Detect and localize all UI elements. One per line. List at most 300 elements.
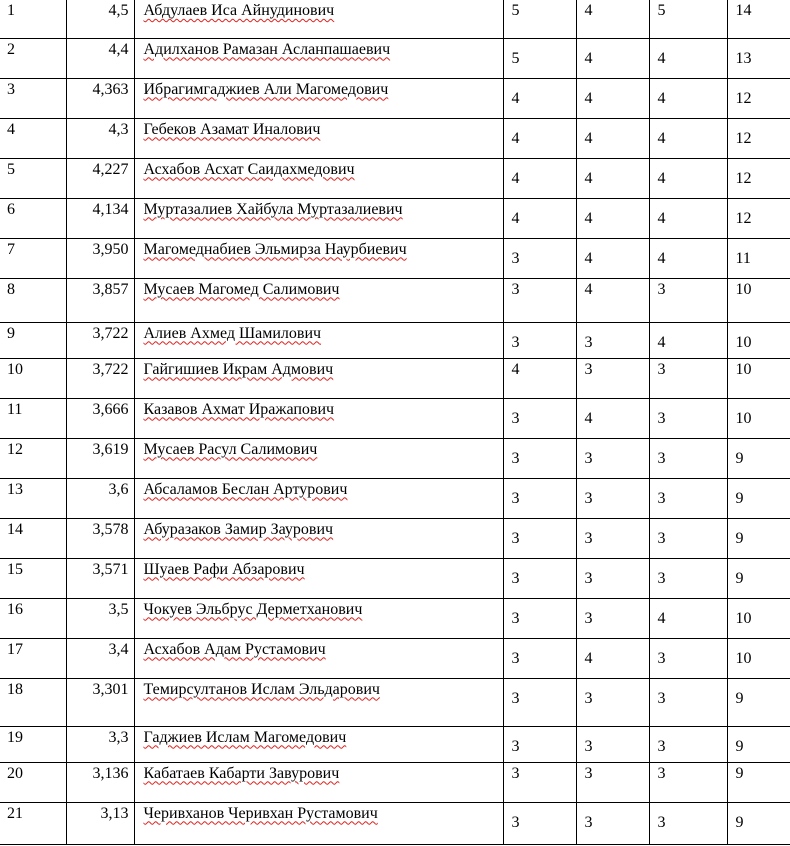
average-score	[66, 518, 134, 558]
student-name	[134, 802, 503, 844]
average-score	[66, 38, 134, 78]
student-name	[134, 38, 503, 78]
average-score	[66, 438, 134, 478]
student-name-text: Казавов Ахмат Иражапович	[143, 400, 335, 418]
grade-2	[576, 158, 649, 198]
total-points	[727, 238, 790, 278]
table-row	[0, 598, 790, 638]
grade-1-text: 3	[511, 737, 520, 755]
total-points-text: 11	[735, 249, 751, 267]
average-score-text: 3,571	[92, 560, 129, 578]
average-score	[66, 802, 134, 844]
total-points	[727, 198, 790, 238]
grade-3-text: 3	[657, 529, 666, 547]
student-name-text: Адилханов Рамазан Асланпашаевич	[143, 40, 391, 58]
total-points-text: 9	[735, 813, 744, 831]
student-name	[134, 358, 503, 398]
table-row	[0, 158, 790, 198]
grade-1-text: 3	[511, 813, 520, 831]
total-points-text: 9	[735, 764, 744, 782]
total-points-text: 10	[735, 409, 752, 427]
grade-1-text: 4	[511, 360, 520, 378]
grade-1	[503, 358, 576, 398]
average-score	[66, 158, 134, 198]
total-points-text: 9	[735, 529, 744, 547]
row-number-text: 13	[7, 480, 23, 498]
grade-1-text: 3	[511, 649, 520, 667]
row-number	[0, 278, 66, 322]
table-row	[0, 322, 790, 358]
grade-1-text: 4	[511, 129, 520, 147]
grade-2-text: 4	[584, 129, 593, 147]
total-points-text: 12	[735, 209, 752, 227]
student-name	[134, 438, 503, 478]
average-score	[66, 0, 134, 38]
average-score-text: 3,722	[92, 324, 129, 342]
grade-2-text: 4	[584, 249, 593, 267]
student-name-text: Мусаев Магомед Салимович	[143, 280, 340, 298]
grade-3	[649, 322, 727, 358]
grade-1	[503, 38, 576, 78]
row-number	[0, 38, 66, 78]
grade-1-text: 3	[511, 449, 520, 467]
grade-2	[576, 78, 649, 118]
table-row	[0, 438, 790, 478]
total-points	[727, 398, 790, 438]
grade-1	[503, 478, 576, 518]
average-score	[66, 478, 134, 518]
student-name-text: Черивханов Черивхан Рустамович	[143, 804, 378, 822]
grade-3-text: 3	[657, 360, 666, 378]
row-number-text: 1	[7, 2, 15, 19]
grade-2-text: 3	[584, 333, 593, 351]
grade-1-text: 4	[511, 209, 520, 227]
grade-3	[649, 438, 727, 478]
row-number	[0, 322, 66, 358]
average-score	[66, 278, 134, 322]
grade-1-text: 3	[511, 689, 520, 707]
row-number-text: 20	[7, 764, 23, 782]
grade-1	[503, 158, 576, 198]
average-score-text: 3,666	[92, 400, 129, 418]
row-number-text: 6	[7, 200, 15, 218]
grade-3-text: 3	[657, 449, 666, 467]
grade-2-text: 3	[584, 813, 593, 831]
row-number-text: 14	[7, 520, 23, 538]
grade-2	[576, 278, 649, 322]
row-number	[0, 358, 66, 398]
grade-3	[649, 478, 727, 518]
grade-1	[503, 278, 576, 322]
grade-3-text: 3	[657, 764, 666, 782]
average-score	[66, 678, 134, 726]
grade-2	[576, 518, 649, 558]
table-row	[0, 678, 790, 726]
average-score-text: 4,227	[92, 160, 129, 178]
average-score-text: 3,619	[92, 440, 129, 458]
average-score	[66, 598, 134, 638]
table-row	[0, 278, 790, 322]
grade-2-text: 4	[584, 169, 593, 187]
average-score-text: 4,4	[108, 40, 129, 58]
grade-1-text: 4	[511, 89, 520, 107]
total-points-text: 12	[735, 169, 752, 187]
total-points-text: 10	[735, 333, 752, 351]
grade-2	[576, 38, 649, 78]
average-score-text: 3,950	[92, 240, 129, 258]
grade-3	[649, 638, 727, 678]
grade-1	[503, 438, 576, 478]
total-points	[727, 118, 790, 158]
grade-1-text: 3	[511, 280, 520, 298]
grade-3	[649, 238, 727, 278]
student-name-text: Гаджиев Ислам Магомедович	[143, 728, 347, 746]
row-number-text: 19	[7, 728, 23, 746]
grade-2-text: 3	[584, 449, 593, 467]
average-score-text: 3,4	[108, 640, 129, 658]
row-number	[0, 558, 66, 598]
grade-1	[503, 398, 576, 438]
total-points-text: 10	[735, 649, 752, 667]
grade-1	[503, 78, 576, 118]
grade-2-text: 3	[584, 764, 593, 782]
total-points-text: 14	[735, 2, 752, 19]
row-number-text: 9	[7, 324, 15, 342]
total-points	[727, 358, 790, 398]
grade-2-text: 4	[584, 209, 593, 227]
grade-3-text: 4	[657, 89, 666, 107]
total-points-text: 12	[735, 129, 752, 147]
grade-1-text: 5	[511, 49, 520, 67]
grade-1-text: 3	[511, 333, 520, 351]
total-points-text: 9	[735, 689, 744, 707]
student-name-text: Асхабов Асхат Саидахмедович	[143, 160, 355, 178]
grade-2	[576, 726, 649, 762]
row-number	[0, 598, 66, 638]
student-name-text: Гайгишиев Икрам Адмович	[143, 360, 334, 378]
grade-1	[503, 678, 576, 726]
total-points	[727, 158, 790, 198]
grade-1-text: 3	[511, 529, 520, 547]
grade-2	[576, 678, 649, 726]
average-score-text: 3,136	[92, 764, 129, 782]
grade-3	[649, 558, 727, 598]
grade-3-text: 4	[657, 209, 666, 227]
grade-2	[576, 558, 649, 598]
student-name	[134, 78, 503, 118]
average-score	[66, 78, 134, 118]
grade-1	[503, 558, 576, 598]
row-number-text: 12	[7, 440, 23, 458]
grade-3-text: 4	[657, 333, 666, 351]
average-score	[66, 358, 134, 398]
grade-2-text: 3	[584, 609, 593, 627]
grade-2-text: 4	[584, 649, 593, 667]
table-row	[0, 638, 790, 678]
row-number	[0, 0, 66, 38]
grade-2	[576, 198, 649, 238]
total-points	[727, 322, 790, 358]
student-name	[134, 518, 503, 558]
grade-2-text: 3	[584, 529, 593, 547]
grade-1-text: 5	[511, 2, 520, 19]
total-points	[727, 518, 790, 558]
total-points-text: 10	[735, 280, 752, 298]
grade-3	[649, 762, 727, 802]
grade-3-text: 3	[657, 689, 666, 707]
student-name-text: Мусаев Расул Салимович	[143, 440, 318, 458]
grade-3-text: 3	[657, 813, 666, 831]
grade-3	[649, 802, 727, 844]
total-points	[727, 762, 790, 802]
grade-1	[503, 726, 576, 762]
average-score-text: 3,13	[100, 804, 129, 822]
row-number-text: 2	[7, 40, 15, 58]
row-number	[0, 802, 66, 844]
grade-1	[503, 518, 576, 558]
table-row	[0, 78, 790, 118]
row-number-text: 15	[7, 560, 23, 578]
grade-1	[503, 762, 576, 802]
grade-3-text: 3	[657, 649, 666, 667]
row-number-text: 7	[7, 240, 15, 258]
grade-3	[649, 278, 727, 322]
student-name	[134, 238, 503, 278]
student-name-text: Магомеднабиев Эльмирза Наурбиевич	[143, 240, 407, 258]
grade-3-text: 5	[657, 2, 666, 19]
student-name	[134, 558, 503, 598]
table-row	[0, 478, 790, 518]
row-number-text: 5	[7, 160, 15, 178]
student-name	[134, 322, 503, 358]
row-number-text: 17	[7, 640, 23, 658]
student-name	[134, 678, 503, 726]
grade-3	[649, 358, 727, 398]
grade-2	[576, 802, 649, 844]
average-score	[66, 762, 134, 802]
average-score	[66, 726, 134, 762]
grade-3	[649, 398, 727, 438]
grade-1	[503, 322, 576, 358]
total-points-text: 10	[735, 609, 752, 627]
average-score	[66, 198, 134, 238]
table-row	[0, 238, 790, 278]
grade-3-text: 3	[657, 489, 666, 507]
grade-2	[576, 398, 649, 438]
total-points-text: 9	[735, 449, 744, 467]
student-name-text: Чокуев Эльбрус Дерметханович	[143, 600, 363, 618]
grade-2	[576, 762, 649, 802]
grade-1	[503, 638, 576, 678]
grade-1-text: 3	[511, 764, 520, 782]
grade-3	[649, 726, 727, 762]
row-number	[0, 478, 66, 518]
row-number-text: 18	[7, 680, 23, 698]
grade-3-text: 4	[657, 249, 666, 267]
average-score-text: 3,3	[108, 728, 129, 746]
student-name	[134, 726, 503, 762]
grade-3	[649, 78, 727, 118]
row-number-text: 8	[7, 280, 15, 298]
grade-1-text: 4	[511, 169, 520, 187]
grade-3-text: 3	[657, 737, 666, 755]
student-name	[134, 158, 503, 198]
student-name-text: Алиев Ахмед Шамилович	[143, 324, 322, 342]
grade-2-text: 3	[584, 689, 593, 707]
student-name-text: Кабатаев Кабарти Завурович	[143, 764, 340, 782]
row-number-text: 16	[7, 600, 23, 618]
row-number-text: 10	[7, 360, 23, 378]
grade-2	[576, 118, 649, 158]
grade-2	[576, 598, 649, 638]
grade-2	[576, 322, 649, 358]
average-score-text: 4,5	[108, 2, 129, 19]
average-score	[66, 238, 134, 278]
total-points-text: 13	[735, 49, 752, 67]
average-score-text: 4,363	[92, 80, 129, 98]
grade-3	[649, 158, 727, 198]
row-number	[0, 398, 66, 438]
student-name-text: Шуаев Рафи Абзарович	[143, 560, 305, 578]
grade-2	[576, 0, 649, 38]
student-name	[134, 762, 503, 802]
total-points	[727, 438, 790, 478]
table-row	[0, 198, 790, 238]
table-row	[0, 762, 790, 802]
student-name	[134, 0, 503, 38]
row-number	[0, 726, 66, 762]
student-name	[134, 278, 503, 322]
table-row	[0, 38, 790, 78]
total-points	[727, 638, 790, 678]
grade-3-text: 4	[657, 49, 666, 67]
total-points-text: 9	[735, 489, 744, 507]
grade-2-text: 3	[584, 737, 593, 755]
grade-3-text: 3	[657, 569, 666, 587]
student-name	[134, 478, 503, 518]
total-points	[727, 726, 790, 762]
grade-1	[503, 802, 576, 844]
table-row	[0, 518, 790, 558]
grade-3	[649, 678, 727, 726]
average-score-text: 3,722	[92, 360, 129, 378]
total-points	[727, 0, 790, 38]
grade-2-text: 3	[584, 569, 593, 587]
average-score-text: 3,578	[92, 520, 129, 538]
row-number	[0, 118, 66, 158]
grade-3-text: 4	[657, 609, 666, 627]
average-score-text: 4,134	[92, 200, 129, 218]
grade-1-text: 3	[511, 409, 520, 427]
row-number-text: 3	[7, 80, 15, 98]
average-score-text: 3,6	[108, 480, 129, 498]
total-points-text: 9	[735, 569, 744, 587]
grade-2-text: 4	[584, 280, 593, 298]
average-score	[66, 638, 134, 678]
row-number	[0, 78, 66, 118]
grade-1	[503, 0, 576, 38]
student-name	[134, 198, 503, 238]
total-points	[727, 802, 790, 844]
average-score-text: 3,301	[92, 680, 129, 698]
grade-2	[576, 358, 649, 398]
average-score	[66, 118, 134, 158]
total-points	[727, 278, 790, 322]
average-score	[66, 398, 134, 438]
average-score-text: 4,3	[108, 120, 129, 138]
table-row	[0, 802, 790, 844]
total-points	[727, 38, 790, 78]
total-points	[727, 558, 790, 598]
table-row	[0, 558, 790, 598]
grade-1	[503, 198, 576, 238]
grade-2-text: 3	[584, 360, 593, 378]
grade-1-text: 3	[511, 569, 520, 587]
average-score	[66, 322, 134, 358]
grade-3	[649, 38, 727, 78]
row-number	[0, 438, 66, 478]
row-number	[0, 198, 66, 238]
grade-2-text: 4	[584, 49, 593, 67]
row-number	[0, 762, 66, 802]
table-row	[0, 358, 790, 398]
student-name-text: Ибрагимгаджиев Али Магомедович	[143, 80, 389, 98]
student-name	[134, 118, 503, 158]
grade-3	[649, 518, 727, 558]
student-name-text: Абсаламов Беслан Артурович	[143, 480, 348, 498]
grade-1	[503, 598, 576, 638]
row-number	[0, 238, 66, 278]
table-row	[0, 118, 790, 158]
row-number-text: 21	[7, 804, 23, 822]
total-points-text: 12	[735, 89, 752, 107]
table-row	[0, 398, 790, 438]
grade-2	[576, 478, 649, 518]
grade-2	[576, 638, 649, 678]
row-number	[0, 678, 66, 726]
student-name-text: Темирсултанов Ислам Эльдарович	[143, 680, 380, 698]
student-name	[134, 398, 503, 438]
grade-3	[649, 118, 727, 158]
total-points	[727, 678, 790, 726]
student-name-text: Гебеков Азамат Иналович	[143, 120, 321, 138]
total-points	[727, 478, 790, 518]
student-name-text: Абуразаков Замир Заурович	[143, 520, 334, 538]
grade-3-text: 3	[657, 280, 666, 298]
grade-1-text: 3	[511, 489, 520, 507]
grade-3	[649, 0, 727, 38]
grade-3-text: 4	[657, 169, 666, 187]
grade-2	[576, 438, 649, 478]
average-score	[66, 558, 134, 598]
grade-1	[503, 238, 576, 278]
grade-2-text: 4	[584, 89, 593, 107]
grade-2-text: 3	[584, 489, 593, 507]
total-points	[727, 78, 790, 118]
grade-3-text: 3	[657, 409, 666, 427]
grade-3-text: 4	[657, 129, 666, 147]
student-name-text: Муртазалиев Хайбула Муртазалиевич	[143, 200, 403, 218]
grade-1	[503, 118, 576, 158]
grade-3	[649, 198, 727, 238]
average-score-text: 3,857	[92, 280, 129, 298]
student-name-text: Абдулаев Иса Айнудинович	[143, 2, 335, 19]
row-number-text: 11	[7, 400, 23, 418]
row-number-text: 4	[7, 120, 15, 138]
grade-2	[576, 238, 649, 278]
average-score-text: 3,5	[108, 600, 129, 618]
table-row	[0, 0, 790, 38]
